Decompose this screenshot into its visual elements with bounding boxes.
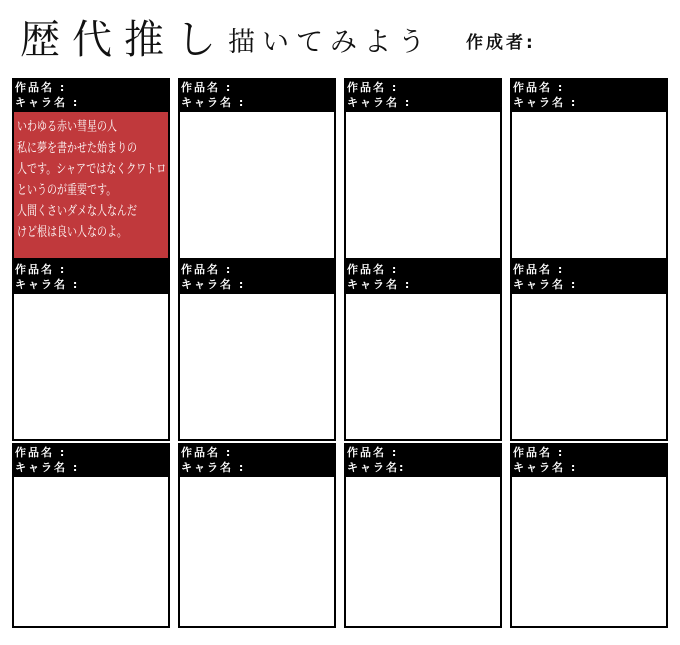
drawing-area[interactable] [344, 294, 502, 441]
work-title-label: 作品名 : [15, 81, 67, 94]
work-title-label: 作品名 : [15, 263, 67, 276]
card-header [344, 78, 502, 112]
oshi-card [178, 260, 336, 441]
note-line: 私に夢を書かせた始まりの [17, 141, 137, 156]
drawing-area[interactable] [178, 294, 336, 441]
character-name-label: キャラ名 : [181, 96, 246, 109]
drawing-area[interactable] [344, 477, 502, 628]
card-header [510, 260, 668, 294]
card-header [12, 443, 170, 477]
card-header [12, 78, 170, 112]
note-line: いわゆる赤い彗星の人 [17, 120, 117, 135]
oshi-card [344, 443, 502, 628]
work-title-label: 作品名 : [347, 81, 399, 94]
drawing-area[interactable] [510, 294, 668, 441]
drawing-area[interactable] [178, 477, 336, 628]
page-subtitle: 描いてみよう [228, 27, 432, 58]
character-name-label: キャラ名: [347, 461, 406, 474]
character-name-label: キャラ名 : [181, 278, 246, 291]
character-name-label: キャラ名 : [513, 278, 578, 291]
note-line: 人間くさいダメな人なんだ [17, 204, 137, 219]
card-header [510, 443, 668, 477]
drawing-area[interactable] [344, 112, 502, 260]
oshi-card [178, 443, 336, 628]
work-title-label: 作品名 : [15, 446, 67, 459]
character-name-label: キャラ名 : [15, 461, 80, 474]
oshi-card [510, 78, 668, 260]
oshi-card [12, 260, 170, 441]
card-header [344, 443, 502, 477]
card-header [178, 78, 336, 112]
creator-label: 作成者: [466, 33, 536, 53]
oshi-card [12, 78, 170, 260]
card-header [178, 443, 336, 477]
work-title-label: 作品名 : [181, 263, 233, 276]
handwritten-note [14, 112, 168, 258]
drawing-area[interactable] [510, 477, 668, 628]
work-title-label: 作品名 : [181, 81, 233, 94]
note-line: というのが重要です。 [17, 183, 117, 198]
page-title: 歴代推し [20, 17, 228, 63]
card-header [344, 260, 502, 294]
oshi-card [344, 260, 502, 441]
card-header [12, 260, 170, 294]
character-name-label: キャラ名 : [181, 461, 246, 474]
character-name-label: キャラ名 : [15, 278, 80, 291]
note-line: 人です。シャアではなくクワトロ [17, 162, 167, 177]
oshi-card [510, 260, 668, 441]
drawing-area[interactable] [12, 477, 170, 628]
drawing-area[interactable] [510, 112, 668, 260]
character-name-label: キャラ名 : [15, 96, 80, 109]
drawing-area[interactable] [178, 112, 336, 260]
work-title-label: 作品名 : [347, 446, 399, 459]
character-name-label: キャラ名 : [347, 278, 412, 291]
work-title-label: 作品名 : [513, 446, 565, 459]
oshi-card [12, 443, 170, 628]
note-line: けど根は良い人なのよ。 [17, 225, 127, 240]
drawing-area[interactable] [12, 294, 170, 441]
oshi-card [178, 78, 336, 260]
oshi-card [510, 443, 668, 628]
oshi-card [344, 78, 502, 260]
card-header [510, 78, 668, 112]
work-title-label: 作品名 : [347, 263, 399, 276]
character-name-label: キャラ名 : [513, 461, 578, 474]
drawing-area[interactable] [12, 112, 170, 260]
character-name-label: キャラ名 : [513, 96, 578, 109]
character-name-label: キャラ名 : [347, 96, 412, 109]
work-title-label: 作品名 : [513, 81, 565, 94]
card-header [178, 260, 336, 294]
work-title-label: 作品名 : [513, 263, 565, 276]
work-title-label: 作品名 : [181, 446, 233, 459]
